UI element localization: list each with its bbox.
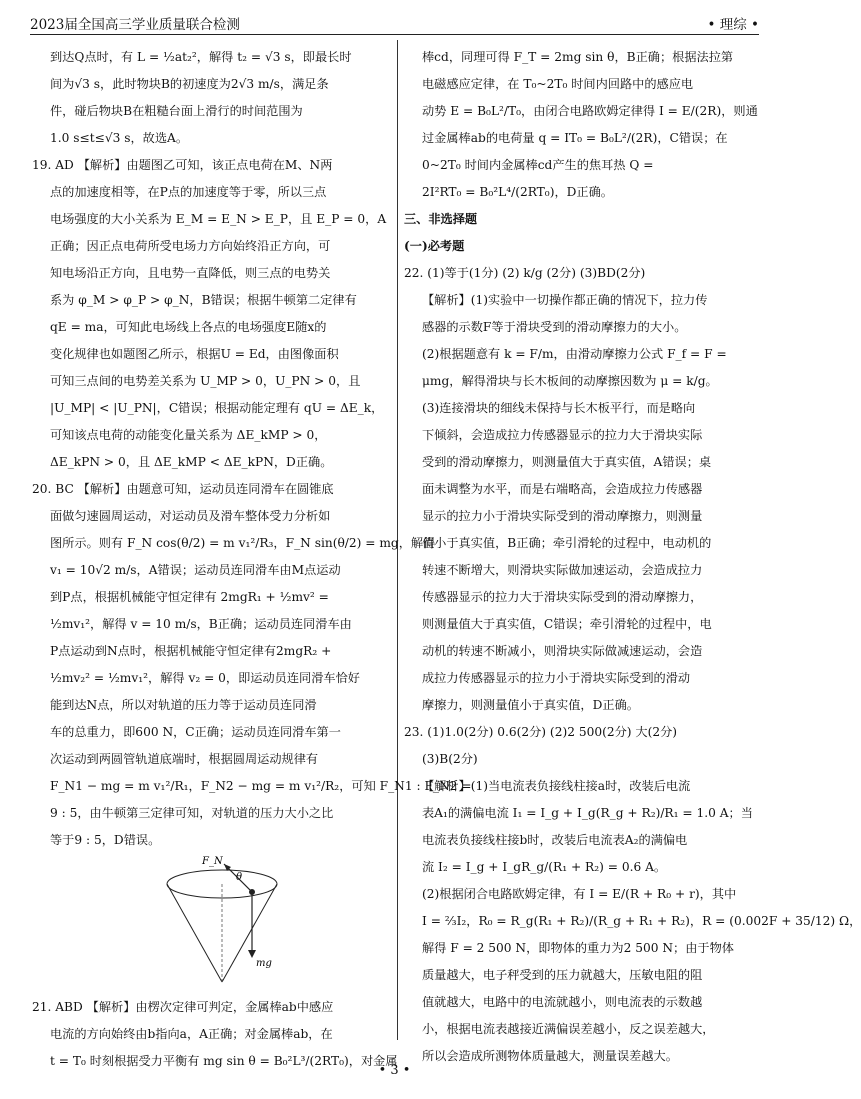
text-line: 解得 F = 2 500 N，即物体的重力为2 500 N；由于物体 [422, 941, 734, 955]
text-line: 21. ABD 【解析】由楞次定律可判定，金属棒ab中感应 [32, 1000, 334, 1014]
text-line: 电场强度的大小关系为 E_M = E_N > E_P，且 E_P = 0，A [50, 212, 387, 226]
normal-force-label: F_N [202, 856, 223, 867]
page-number: • 3 • [378, 1063, 411, 1078]
text-line: ΔE_kPN > 0，且 ΔE_kMP < ΔE_kPN，D正确。 [50, 455, 333, 469]
text-line: 转速不断增大，则滑块实际做加速运动，会造成拉力 [422, 563, 703, 577]
text-line: 等于9 : 5，D错误。 [50, 833, 161, 847]
text-line: ½mv₂² = ½mv₁²，解得 v₂ = 0，即运动员连同滑车恰好 [50, 671, 360, 685]
text-line: t = T₀ 时刻根据受力平衡有 mg sin θ = B₀²L³/(2RT₀)，对金属 [50, 1054, 398, 1068]
text-line: 变化规律也如题图乙所示，根据U = Ed，由图像面积 [50, 347, 339, 361]
text-line: (3)连接滑块的细线未保持与长木板平行，而是略向 [422, 401, 696, 415]
weight-arrowhead [248, 950, 256, 958]
text-line: ½mv₁²，解得 v = 10 m/s，B正确；运动员连同滑车由 [50, 617, 352, 631]
text-line: 次运动到两圆管轨道底端时，根据圆周运动规律有 [50, 752, 319, 766]
text-line: 正确；因正点电荷所受电场力方向始终沿正方向，可 [50, 239, 331, 253]
text-line: 电磁感应定律，在 T₀~2T₀ 时间内回路中的感应电 [422, 77, 694, 91]
cone-force-diagram [32, 854, 392, 994]
text-line: 表A₁的满偏电流 I₁ = I_g + I_g(R_g + R₂)/R₁ = 1.0 A；当 [422, 806, 753, 820]
section-title: 三、非选择题 [404, 212, 478, 226]
text-line: 则测量值大于真实值，C错误；牵引滑轮的过程中，电 [422, 617, 712, 631]
text-line: 系为 φ_M > φ_P > φ_N，B错误；根据牛顿第二定律有 [50, 293, 357, 307]
text-line: 【解析】(1)当电流表负接线柱接a时，改装后电流 [422, 779, 691, 793]
subsection-title: (一)必考题 [404, 239, 465, 253]
text-line: (2)根据闭合电路欧姆定律，有 I = E/(R + R₀ + r)，其中 [422, 887, 737, 901]
text-line: 棒cd，同理可得 F_T = 2mg sin θ，B正确；根据法拉第 [422, 50, 734, 64]
text-line: 9 : 5，由牛顿第三定律可知，对轨道的压力大小之比 [50, 806, 334, 820]
text-line: (3)B(2分) [422, 752, 478, 766]
text-line: 可知三点间的电势差关系为 U_MP > 0，U_PN > 0，且 [50, 374, 361, 388]
text-line: 所以会造成所测物体质量越大，测量误差越大。 [422, 1049, 678, 1063]
cone-left-edge [167, 884, 222, 982]
text-line: 动机的转速不断减小，则滑块实际做减速运动，会造 [422, 644, 703, 658]
page-header [30, 10, 759, 35]
text-line: 面未调整为水平，而是右端略高，会造成拉力传感器 [422, 482, 703, 496]
text-line: 2I²RT₀ = B₀²L⁴/(2RT₀)，D正确。 [422, 185, 613, 199]
text-line: P点运动到N点时，根据机械能守恒定律有2mgR₂ + [50, 644, 332, 658]
text-line: 20. BC 【解析】由题意可知，运动员连同滑车在圆锥底 [32, 482, 334, 496]
right-text-block [404, 44, 759, 206]
text-line: 电流表负接线柱接b时，改装后电流表A₂的满偏电 [422, 833, 688, 847]
text-line: 流 I₂ = I_g + I_gR_g/(R₁ + R₂) = 0.6 A。 [422, 860, 667, 874]
text-line: 到达Q点时，有 L = ½at₂²，解得 t₂ = √3 s，即最长时 [50, 50, 352, 64]
text-line: 知电场沿正方向，且电势一直降低，则三点的电势关 [50, 266, 331, 280]
text-line: 成拉力传感器显示的拉力小于滑块实际受到的滑动 [422, 671, 691, 685]
right-column [404, 44, 861, 1070]
text-line: 显示的拉力小于滑块实际受到的滑动摩擦力，则测量 [422, 509, 703, 523]
text-line: 值就越大，电路中的电流就越小，则电流表的示数越 [422, 995, 703, 1009]
text-line: I = ⅔I₂，R₀ = R_g(R₁ + R₂)/(R_g + R₁ + R₂)，R = (0.002F + 35/12) Ω， [422, 914, 861, 928]
text-line: (2)根据题意有 k = F/m，由滑动摩擦力公式 F_f = F = [422, 347, 727, 361]
text-line: 过金属棒ab的电荷量 q = IT₀ = B₀L²/(2R)，C错误；在 [422, 131, 728, 145]
text-line: 23. (1)1.0(2分) 0.6(2分) (2)2 500(2分) 大(2分) [404, 725, 678, 739]
text-line: qE = ma，可知此电场线上各点的电场强度E随x的 [50, 320, 327, 334]
text-line: 值小于真实值，B正确；牵引滑轮的过程中，电动机的 [422, 536, 712, 550]
text-line: F_N1 − mg = m v₁²/R₁，F_N2 − mg = m v₁²/R₂，可知 F_N1 : F_N2 = [50, 779, 472, 793]
text-line: v₁ = 10√2 m/s，A错误；运动员连同滑车由M点运动 [50, 563, 341, 577]
weight-label: mg [256, 958, 272, 969]
text-line: 感器的示数F等于滑块受到的滑动摩擦力的大小。 [422, 320, 687, 334]
text-line: 件，碰后物块B在粗糙台面上滑行的时间范围为 [50, 104, 303, 118]
angle-label: θ [236, 872, 243, 883]
text-line: 22. (1)等于(1分) (2) k/g (2分) (3)BD(2分) [404, 266, 646, 280]
text-line: 下倾斜，会造成拉力传感器显示的拉力大于滑块实际 [422, 428, 703, 442]
text-line: 受到的滑动摩擦力，则测量值大于真实值，A错误；桌 [422, 455, 712, 469]
athlete-point [249, 889, 255, 895]
text-line: |U_MP| < |U_PN|，C错误；根据动能定理有 qU = ΔE_k， [50, 401, 384, 415]
text-line: 【解析】(1)实验中一切操作都正确的情况下，拉力传 [422, 293, 708, 307]
right-text-block-2 [404, 260, 861, 1070]
text-line: 能到达N点，所以对轨道的压力等于运动员连同滑 [50, 698, 317, 712]
text-line: 摩擦力，则测量值小于真实值，D正确。 [422, 698, 639, 712]
text-line: 车的总重力，即600 N，C正确；运动员连同滑车第一 [50, 725, 341, 739]
text-line: 质量越大，电子秤受到的压力就越大，压敏电阻的阻 [422, 968, 703, 982]
text-line: 动势 E = B₀L²/T₀，由闭合电路欧姆定律得 I = E/(2R)，则通 [422, 104, 758, 118]
text-line: 电流的方向始终由b指向a，A正确；对金属棒ab，在 [50, 1027, 333, 1041]
text-line: 到P点，根据机械能守恒定律有 2mgR₁ + ½mv² = [50, 590, 329, 604]
text-line: 1.0 s≤t≤√3 s，故选A。 [50, 131, 189, 145]
text-line: 传感器显示的拉力大于滑块实际受到的滑动摩擦力， [422, 590, 703, 604]
text-line: 19. AD 【解析】由题图乙可知，该正点电荷在M、N两 [32, 158, 333, 172]
text-line: 图所示。则有 F_N cos(θ/2) = m v₁²/R₃，F_N sin(θ/2) = mg，解得 [50, 536, 436, 550]
text-line: 可知该点电荷的动能变化量关系为 ΔE_kMP > 0， [50, 428, 327, 442]
subject-label: • 理综 • [707, 17, 759, 33]
text-line: μmg，解得滑块与长木板间的动摩擦因数为 μ = k/g。 [422, 374, 718, 388]
text-line: 0~2T₀ 时间内金属棒cd产生的焦耳热 Q = [422, 158, 654, 172]
exam-title: 2023届全国高三学业质量联合检测 [30, 17, 240, 33]
text-line: 小，根据电流表越接近满偏误差越小，反之误差越大， [422, 1022, 715, 1036]
text-line: 点的加速度相等，在P点的加速度等于零，所以三点 [50, 185, 327, 199]
text-line: 面做匀速圆周运动，对运动员及滑车整体受力分析如 [50, 509, 331, 523]
text-line: 间为√3 s，此时物块B的初速度为2√3 m/s，满足条 [50, 77, 329, 91]
